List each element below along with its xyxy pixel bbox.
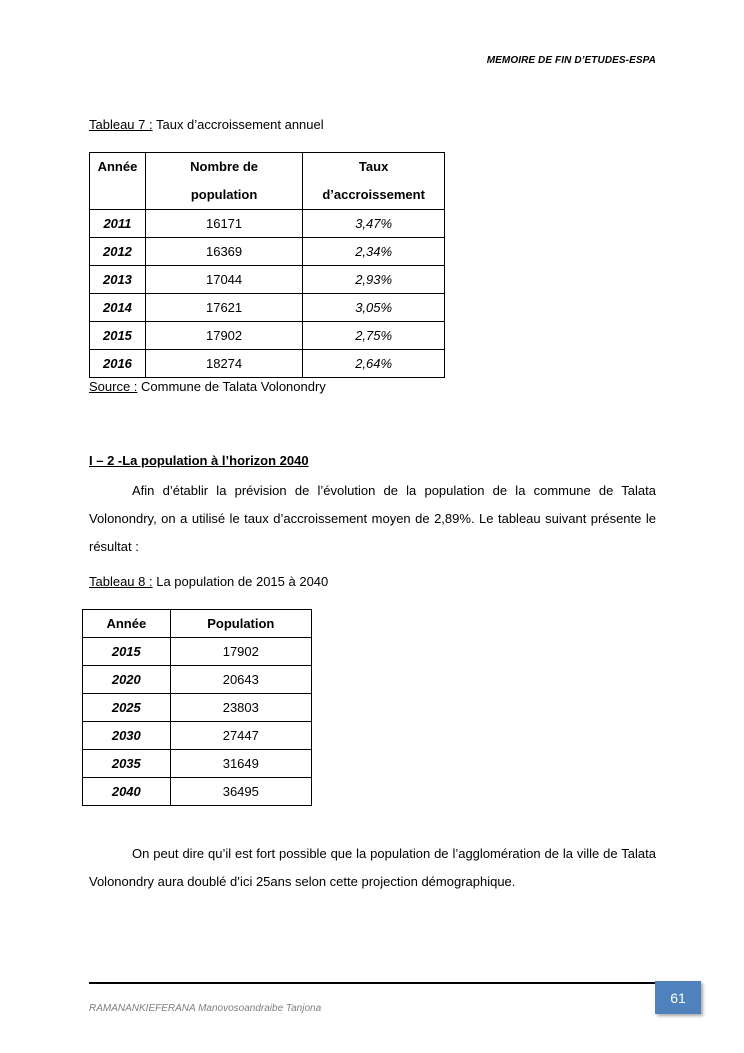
col-header-population: Population xyxy=(170,610,311,638)
footer-author: RAMANANKIEFERANA Manovosoandraibe Tanjona xyxy=(89,1003,322,1014)
col-header-rate-line1: Taux xyxy=(358,159,389,174)
cell-year: 2035 xyxy=(83,750,171,778)
table8-caption-label: Tableau 8 : xyxy=(89,574,153,589)
cell-year: 2030 xyxy=(83,722,171,750)
cell-rate: 3,47% xyxy=(303,210,445,238)
table-row xyxy=(83,694,312,722)
table-header-row xyxy=(90,153,445,210)
table-row xyxy=(83,750,312,778)
table-row xyxy=(90,210,445,238)
col-header-rate xyxy=(303,153,445,210)
cell-population: 36495 xyxy=(170,778,311,806)
col-header-year: Année xyxy=(90,153,146,210)
table7-caption-text: Taux d’accroissement annuel xyxy=(152,117,324,132)
col-header-population-line1: Nombre de xyxy=(190,159,259,174)
table8-caption-text: La population de 2015 à 2040 xyxy=(152,574,329,589)
col-header-population-line2: population xyxy=(190,187,258,202)
paragraph-intro xyxy=(89,477,656,561)
cell-population: 16369 xyxy=(145,238,302,266)
cell-population: 17902 xyxy=(170,638,311,666)
cell-rate: 3,05% xyxy=(303,294,445,322)
cell-year: 2020 xyxy=(83,666,171,694)
cell-year: 2014 xyxy=(90,294,146,322)
source-label: Source : xyxy=(89,379,138,394)
table-row xyxy=(90,294,445,322)
table-row xyxy=(83,666,312,694)
col-header-population xyxy=(145,153,302,210)
table-header-row xyxy=(83,610,312,638)
cell-year: 2016 xyxy=(90,350,146,378)
cell-year: 2011 xyxy=(90,210,146,238)
paragraph-conclusion xyxy=(89,840,656,896)
source-text: Commune de Talata Volonondry xyxy=(137,379,326,394)
table7-caption-label: Tableau 7 : xyxy=(89,117,153,132)
growth-rate-table xyxy=(89,152,445,378)
col-header-rate-line2: d’accroissement xyxy=(322,187,425,202)
cell-year: 2025 xyxy=(83,694,171,722)
cell-year: 2012 xyxy=(90,238,146,266)
cell-population: 27447 xyxy=(170,722,311,750)
population-projection-table xyxy=(82,609,312,806)
cell-population: 18274 xyxy=(145,350,302,378)
cell-population: 20643 xyxy=(170,666,311,694)
footer-divider xyxy=(89,982,675,984)
cell-population: 31649 xyxy=(170,750,311,778)
table7-caption xyxy=(89,117,324,132)
cell-year: 2013 xyxy=(90,266,146,294)
cell-population: 17902 xyxy=(145,322,302,350)
cell-year: 2040 xyxy=(83,778,171,806)
cell-rate: 2,75% xyxy=(303,322,445,350)
table-row xyxy=(90,350,445,378)
table8-caption xyxy=(89,574,328,589)
cell-year: 2015 xyxy=(90,322,146,350)
table-row xyxy=(83,778,312,806)
table-row xyxy=(90,322,445,350)
table7-source xyxy=(89,379,326,394)
table-row xyxy=(90,238,445,266)
cell-population: 23803 xyxy=(170,694,311,722)
cell-population: 17621 xyxy=(145,294,302,322)
col-header-year: Année xyxy=(83,610,171,638)
section-heading: I – 2 -La population à l’horizon 2040 xyxy=(89,453,309,468)
table-row xyxy=(83,638,312,666)
cell-rate: 2,64% xyxy=(303,350,445,378)
cell-rate: 2,93% xyxy=(303,266,445,294)
cell-population: 16171 xyxy=(145,210,302,238)
table-row xyxy=(90,266,445,294)
table-row xyxy=(83,722,312,750)
running-header: MEMOIRE DE FIN D’ETUDES-ESPA xyxy=(486,55,656,66)
cell-rate: 2,34% xyxy=(303,238,445,266)
page-number-badge: 61 xyxy=(655,981,701,1014)
paragraph-conclusion-text: On peut dire qu’il est fort possible que la population de l’agglomération de la ville de Talata Volonondry aura doublé d’ici 25ans selon cette projection démographique. xyxy=(89,846,656,889)
cell-population: 17044 xyxy=(145,266,302,294)
paragraph-intro-text: Afin d’établir la prévision de l’évolution de la population de la commune de Talata Volonondry, on a utilisé le taux d’accroissement moyen de 2,89%. Le tableau suivant présente le résultat : xyxy=(89,483,656,554)
cell-year: 2015 xyxy=(83,638,171,666)
